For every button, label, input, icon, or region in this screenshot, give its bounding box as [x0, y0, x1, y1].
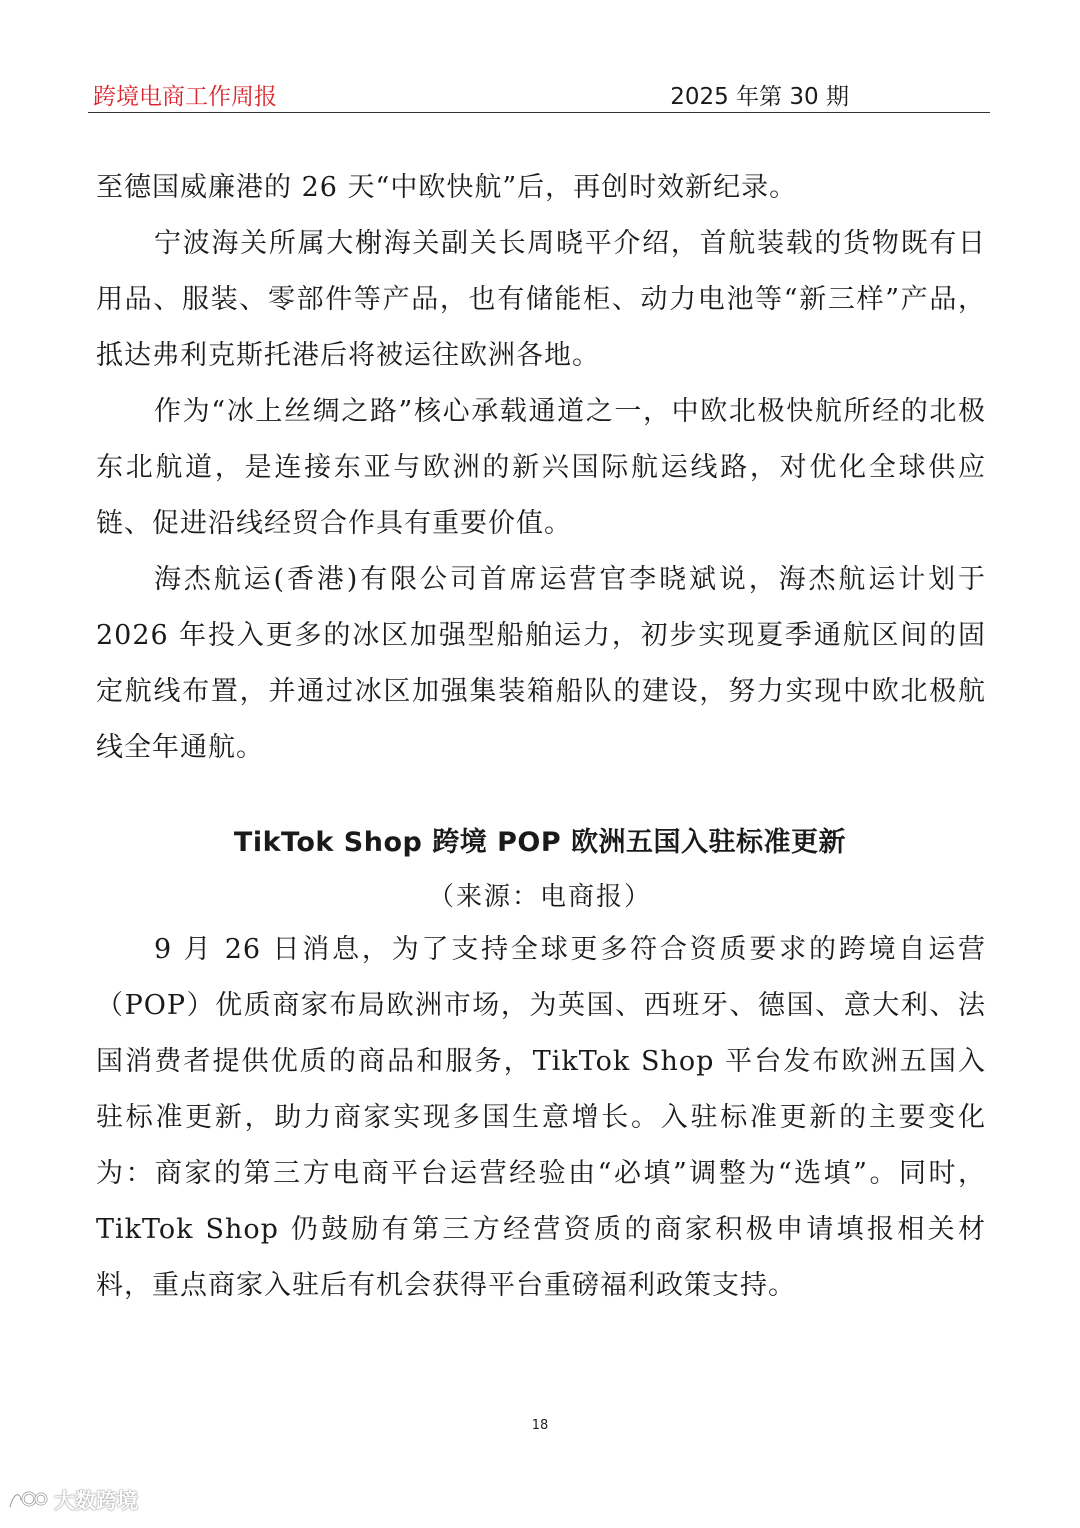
- body-paragraph: 作为“冰上丝绸之路”核心承载通道之一，中欧北极快航所经的北极东北航道，是连接东亚与欧洲的新兴国际航运线路，对优化全球供应链、促进沿线经贸合作具有重要价值。: [96, 396, 986, 539]
- header-divider: [88, 112, 990, 113]
- logo-text: 大数跨境: [54, 1489, 138, 1513]
- article-source: （来源：电商报）: [427, 882, 652, 912]
- body-paragraph: 至德国威廉港的 26 天“中欧快航”后，再创时效新纪录。: [96, 172, 798, 203]
- page-number: 18: [531, 1418, 549, 1433]
- report-title: 跨境电商工作周报: [93, 84, 277, 110]
- body-paragraph: 宁波海关所属大榭海关副关长周晓平介绍，首航装载的货物既有日用品、服装、零部件等产品，也有储能柜、动力电池等“新三样”产品，抵达弗利克斯托港后将被运往欧洲各地。: [96, 228, 986, 371]
- body-paragraph: 海杰航运(香港)有限公司首席运营官李晓斌说，海杰航运计划于 2026 年投入更多的冰区加强型船舶运力，初步实现夏季通航区间的固定航线布置，并通过冰区加强集装箱船队的建设，努力实现中欧北极航线全年通航。: [96, 564, 986, 763]
- article-paragraph: 9 月 26 日消息，为了支持全球更多符合资质要求的跨境自运营（POP）优质商家布局欧洲市场，为英国、西班牙、德国、意大利、法国消费者提供优质的商品和服务，TikTok Shop 平台发布欧洲五国入驻标准更新，助力商家实现多国生意增长。入驻标准更新的主要变化为：商家的第三方电商平台运营经验由“必填”调整为“选填”。同时，TikTok Shop 仍鼓励有第三方经营资质的商家积极申请填报相关材料，重点商家入驻后有机会获得平台重磅福利政策支持。: [96, 934, 986, 1301]
- logo-icon: [8, 1488, 48, 1512]
- issue-number: 2025 年第 30 期: [670, 84, 849, 110]
- article-title: TikTok Shop 跨境 POP 欧洲五国入驻标准更新: [233, 827, 847, 858]
- brand-logo: [8, 1486, 138, 1514]
- page-header: [93, 78, 989, 112]
